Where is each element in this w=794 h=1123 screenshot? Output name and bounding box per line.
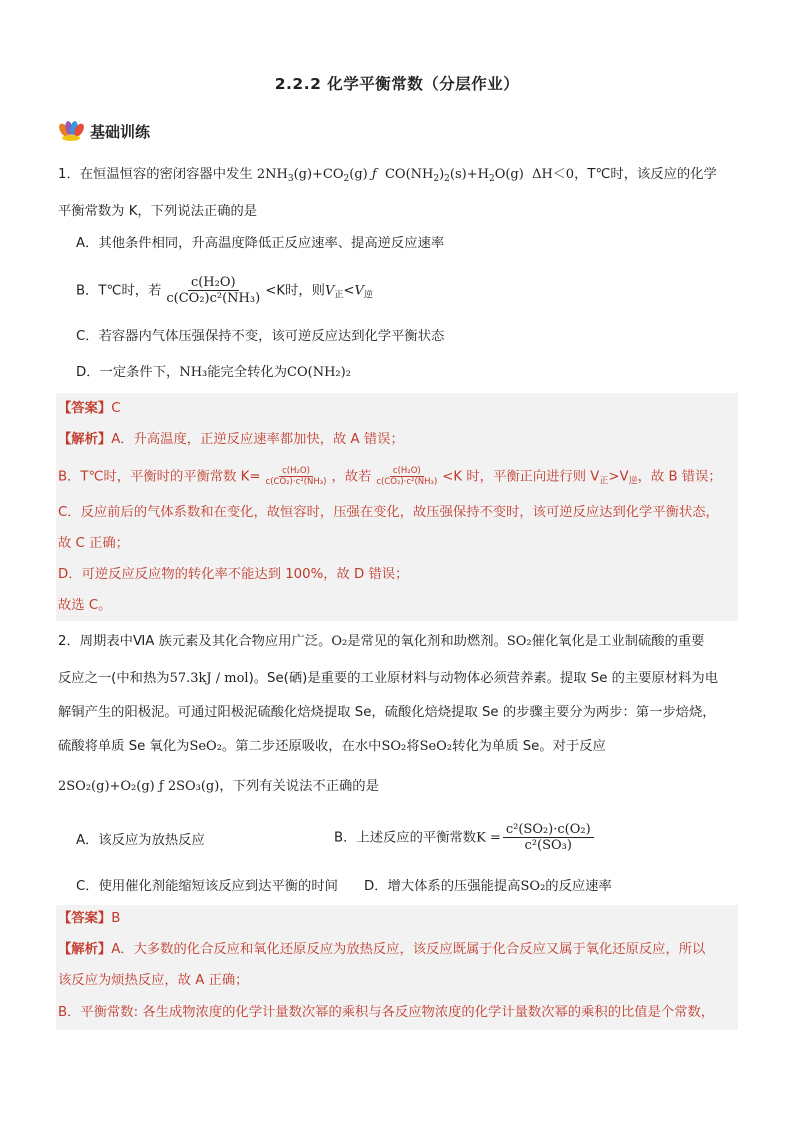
q2-option-d: D．增大体系的压强能提高SO₂的反应速率 bbox=[364, 879, 612, 894]
q1-explain-b: B．T℃时，平衡时的平衡常数 K= $\frac{\text{c(H₂O)}}{\text{c(CO₂)·c²(NH₃)}}$ ，故若 $\frac{\text{c(H₂O)}}{\text{c(CO₂)·c²(NH₃)}}$ <K 时，平衡正向进行则 $V_正>V_逆$，故 B 错误； bbox=[58, 466, 722, 487]
q2-option-a: A．该反应为放热反应 bbox=[76, 833, 205, 848]
q2-stem-line1: 2．周期表中ⅥA 族元素及其化合物应用广泛。O₂是常见的氧化剂和助燃剂。SO₂催化氧化是工业制硫酸的重要 bbox=[58, 634, 705, 649]
q2-explain-a2: 该反应为烦热反应，故 A 正确； bbox=[58, 973, 249, 988]
q1-explain-c1: C．反应前后的气体系数和在变化，故恒容时，压强在变化，故压强保持不变时，该可逆反应达到化学平衡状态， bbox=[58, 505, 719, 520]
q2-stem-line4: 硫酸将单质 Se 氧化为SeO₂。第二步还原吸收，在水中SO₂将SeO₂转化为单质 Se。对于反应 bbox=[58, 739, 606, 754]
q2-option-c: C．使用催化剂能缩短该反应到达平衡的时间 bbox=[76, 879, 338, 894]
q1-explain-d: D．可逆反应反应物的转化率不能达到 100%，故 D 错误； bbox=[58, 567, 409, 582]
q1-explain-a: 【解析】A．升高温度，正逆反应速率都加快，故 A 错误； bbox=[58, 432, 404, 447]
q1-option-c: C．若容器内气体压强保持不变，该可逆反应达到化学平衡状态 bbox=[76, 329, 445, 344]
q2-stem-line5: 2SO₂(g)+O₂(g) ƒ 2SO₃(g)，下列有关说法不正确的是 bbox=[58, 779, 379, 794]
section-label: 基础训练 bbox=[90, 122, 151, 141]
q1-option-a: A．其他条件相同，升高温度降低正反应速率、提高逆反应速率 bbox=[76, 236, 445, 251]
page-title: 2.2.2 化学平衡常数（分层作业） bbox=[274, 75, 520, 93]
q2-explain-a1: 【解析】A．大多数的化合反应和氧化还原反应为放热反应，该反应既属于化合反应又属于氧化还原反应，所以 bbox=[58, 942, 706, 957]
q1-stem-line2: 平衡常数为 K，下列说法正确的是 bbox=[58, 204, 258, 219]
section-heading bbox=[58, 120, 150, 142]
q1-answer: 【答案】C bbox=[58, 401, 121, 416]
q2-answer: 【答案】B bbox=[58, 911, 121, 926]
flower-icon bbox=[58, 120, 84, 142]
q1-stem-line1: 1．在恒温恒容的密闭容器中发生 $2NH_3(g)+CO_2(g)$ ƒ $CO(NH_2)_2(s)+H_2O(g)$ ΔH＜0，T℃时，该反应的化学 bbox=[58, 167, 717, 184]
q1-option-b: B．T℃时，若 $\frac{\text{c(H₂O)}}{\text{c(CO₂)c²(NH₃)}}$ <K时，则$V_正<V_逆$ bbox=[76, 275, 373, 306]
q2-stem-line2: 反应之一(中和热为57.3kJ / mol)。Se(硒)是重要的工业原材料与动物体必须营养素。提取 Se 的主要原材料为电 bbox=[58, 671, 719, 686]
q2-explain-b: B．平衡常数: 各生成物浓度的化学计量数次幂的乘积与各反应物浓度的化学计量数次幂的乘积的比值是个常数， bbox=[58, 1005, 715, 1020]
q2-option-b: B．上述反应的平衡常数K = $\frac{\text{c²(SO₂)·c(O₂)}}{\text{c²(SO₃)}}$ bbox=[334, 822, 596, 853]
q2-stem-line3: 解铜产生的阳极泥。可通过阳极泥硫酸化焙烧提取 Se，硫酸化焙烧提取 Se 的步骤主要分为两步：第一步焙烧， bbox=[58, 705, 716, 720]
q1-conclusion: 故选 C。 bbox=[58, 598, 112, 613]
q1-option-d: D．一定条件下，NH₃能完全转化为CO(NH₂)₂ bbox=[76, 365, 351, 380]
q1-explain-c2: 故 C 正确； bbox=[58, 536, 129, 551]
